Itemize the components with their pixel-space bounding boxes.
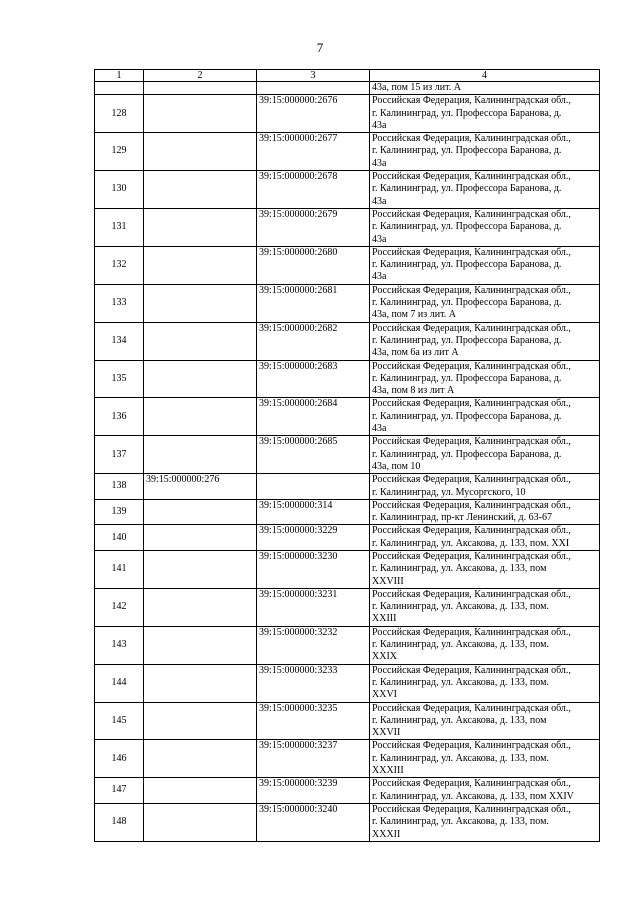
row-number-cell: 131	[95, 208, 144, 246]
address-cell: Российская Федерация, Калининградская обл., г. Калининград, пр-кт Ленинский, д. 63-67	[370, 499, 600, 525]
address-cell: Российская Федерация, Калининградская обл., г. Калининград, ул. Профессора Баранова, д. 43а	[370, 246, 600, 284]
parcel-number-cell	[144, 525, 257, 551]
row-number-cell: 143	[95, 626, 144, 664]
table-row	[95, 436, 600, 474]
parcel-number-cell	[144, 664, 257, 702]
table-row	[95, 171, 600, 209]
row-number-cell: 144	[95, 664, 144, 702]
row-number-cell: 130	[95, 171, 144, 209]
address-cell: Российская Федерация, Калининградская обл., г. Калининград, ул. Аксакова, д. 133, пом XXVIII	[370, 550, 600, 588]
address-cell: Российская Федерация, Калининградская обл., г. Калининград, ул. Профессора Баранова, д. 43а	[370, 95, 600, 133]
table-row	[95, 284, 600, 322]
row-number-cell: 135	[95, 360, 144, 398]
registry-table	[94, 69, 600, 842]
building-number-cell: 39:15:000000:2679	[257, 208, 370, 246]
parcel-number-cell	[144, 550, 257, 588]
continuation-row	[95, 82, 600, 95]
building-number-cell: 39:15:000000:3233	[257, 664, 370, 702]
row-number-cell: 139	[95, 499, 144, 525]
building-number-cell: 39:15:000000:2684	[257, 398, 370, 436]
parcel-number-cell	[144, 171, 257, 209]
table-row	[95, 702, 600, 740]
parcel-number-cell	[144, 778, 257, 804]
row-number-cell: 147	[95, 778, 144, 804]
building-number-cell: 39:15:000000:3231	[257, 588, 370, 626]
building-number-cell: 39:15:000000:2682	[257, 322, 370, 360]
column-header: 2	[144, 70, 257, 82]
address-cell: Российская Федерация, Калининградская обл., г. Калининград, ул. Профессора Баранова, д. 43а, пом 10	[370, 436, 600, 474]
address-cell: 43а, пом 15 из лит. А	[370, 82, 600, 95]
building-number-cell: 39:15:000000:2681	[257, 284, 370, 322]
table-row	[95, 95, 600, 133]
table-row	[95, 208, 600, 246]
parcel-number-cell	[144, 246, 257, 284]
address-cell: Российская Федерация, Калининградская обл., г. Калининград, ул. Профессора Баранова, д. 43а	[370, 208, 600, 246]
parcel-number-cell	[144, 803, 257, 841]
parcel-number-cell	[144, 702, 257, 740]
building-number-cell: 39:15:000000:3237	[257, 740, 370, 778]
address-cell: Российская Федерация, Калининградская обл., г. Калининград, ул. Аксакова, д. 133, пом. XXVI	[370, 664, 600, 702]
parcel-number-cell	[144, 133, 257, 171]
building-number-cell: 39:15:000000:2677	[257, 133, 370, 171]
table-row	[95, 133, 600, 171]
address-cell: Российская Федерация, Калининградская обл., г. Калининград, ул. Профессора Баранова, д. 43а, пом 8 из лит А	[370, 360, 600, 398]
building-number-cell: 39:15:000000:2678	[257, 171, 370, 209]
row-number-cell: 146	[95, 740, 144, 778]
column-header: 1	[95, 70, 144, 82]
address-cell: Российская Федерация, Калининградская обл., г. Калининград, ул. Профессора Баранова, д. 43а, пом 7 из лит. А	[370, 284, 600, 322]
table-row	[95, 474, 600, 500]
building-number-cell: 39:15:000000:2685	[257, 436, 370, 474]
parcel-number-cell	[144, 208, 257, 246]
address-cell: Российская Федерация, Калининградская обл., г. Калининград, ул. Аксакова, д. 133, пом. XXXII	[370, 803, 600, 841]
row-number-cell: 142	[95, 588, 144, 626]
table-row	[95, 626, 600, 664]
column-header: 4	[370, 70, 600, 82]
parcel-number-cell	[144, 499, 257, 525]
address-cell: Российская Федерация, Калининградская обл., г. Калининград, ул. Аксакова, д. 133, пом. XXI	[370, 525, 600, 551]
parcel-number-cell	[144, 740, 257, 778]
address-cell: Российская Федерация, Калининградская обл., г. Калининград, ул. Аксакова, д. 133, пом. XXIII	[370, 588, 600, 626]
building-number-cell: 39:15:000000:3232	[257, 626, 370, 664]
page-number: 7	[316, 40, 324, 55]
column-header: 3	[257, 70, 370, 82]
row-number-cell: 137	[95, 436, 144, 474]
row-number-cell: 148	[95, 803, 144, 841]
parcel-number-cell	[144, 626, 257, 664]
building-number-cell: 39:15:000000:3239	[257, 778, 370, 804]
table-header-row	[95, 70, 600, 82]
address-cell: Российская Федерация, Калининградская обл., г. Калининград, ул. Аксакова, д. 133, пом. XXXIII	[370, 740, 600, 778]
table-row	[95, 550, 600, 588]
building-number-cell: 39:15:000000:2683	[257, 360, 370, 398]
table-row	[95, 588, 600, 626]
table-row	[95, 740, 600, 778]
parcel-number-cell	[144, 322, 257, 360]
parcel-number-cell	[144, 436, 257, 474]
building-number-cell: 39:15:000000:3240	[257, 803, 370, 841]
table-row	[95, 360, 600, 398]
building-number-cell: 39:15:000000:2676	[257, 95, 370, 133]
parcel-number-cell	[144, 398, 257, 436]
address-cell: Российская Федерация, Калининградская обл., г. Калининград, ул. Аксакова, д. 133, пом XXVII	[370, 702, 600, 740]
building-number-cell: 39:15:000000:314	[257, 499, 370, 525]
parcel-number-cell	[144, 588, 257, 626]
row-number-cell: 134	[95, 322, 144, 360]
parcel-number-cell	[144, 82, 257, 95]
table-row	[95, 778, 600, 804]
address-cell: Российская Федерация, Калининградская обл., г. Калининград, ул. Аксакова, д. 133, пом. XXIX	[370, 626, 600, 664]
table-row	[95, 322, 600, 360]
address-cell: Российская Федерация, Калининградская обл., г. Калининград, ул. Профессора Баранова, д. 43а, пом 6а из лит А	[370, 322, 600, 360]
row-number-cell: 136	[95, 398, 144, 436]
row-number-cell: 132	[95, 246, 144, 284]
table-row	[95, 803, 600, 841]
row-number-cell: 133	[95, 284, 144, 322]
parcel-number-cell	[144, 360, 257, 398]
building-number-cell	[257, 474, 370, 500]
row-number-cell: 141	[95, 550, 144, 588]
address-cell: Российская Федерация, Калининградская обл., г. Калининград, ул. Профессора Баранова, д. 43а	[370, 398, 600, 436]
row-number-cell: 128	[95, 95, 144, 133]
building-number-cell	[257, 82, 370, 95]
row-number-cell: 145	[95, 702, 144, 740]
parcel-number-cell	[144, 284, 257, 322]
address-cell: Российская Федерация, Калининградская обл., г. Калининград, ул. Профессора Баранова, д. 43а	[370, 171, 600, 209]
table-row	[95, 398, 600, 436]
parcel-number-cell: 39:15:000000:276	[144, 474, 257, 500]
row-number-cell: 140	[95, 525, 144, 551]
row-number-cell	[95, 82, 144, 95]
row-number-cell: 129	[95, 133, 144, 171]
table-row	[95, 499, 600, 525]
table-row	[95, 525, 600, 551]
table-row	[95, 664, 600, 702]
address-cell: Российская Федерация, Калининградская обл., г. Калининград, ул. Мусоргского, 10	[370, 474, 600, 500]
address-cell: Российская Федерация, Калининградская обл., г. Калининград, ул. Аксакова, д. 133, пом XXIV	[370, 778, 600, 804]
parcel-number-cell	[144, 95, 257, 133]
building-number-cell: 39:15:000000:3235	[257, 702, 370, 740]
building-number-cell: 39:15:000000:3229	[257, 525, 370, 551]
row-number-cell: 138	[95, 474, 144, 500]
building-number-cell: 39:15:000000:3230	[257, 550, 370, 588]
address-cell: Российская Федерация, Калининградская обл., г. Калининград, ул. Профессора Баранова, д. 43а	[370, 133, 600, 171]
table-row	[95, 246, 600, 284]
building-number-cell: 39:15:000000:2680	[257, 246, 370, 284]
